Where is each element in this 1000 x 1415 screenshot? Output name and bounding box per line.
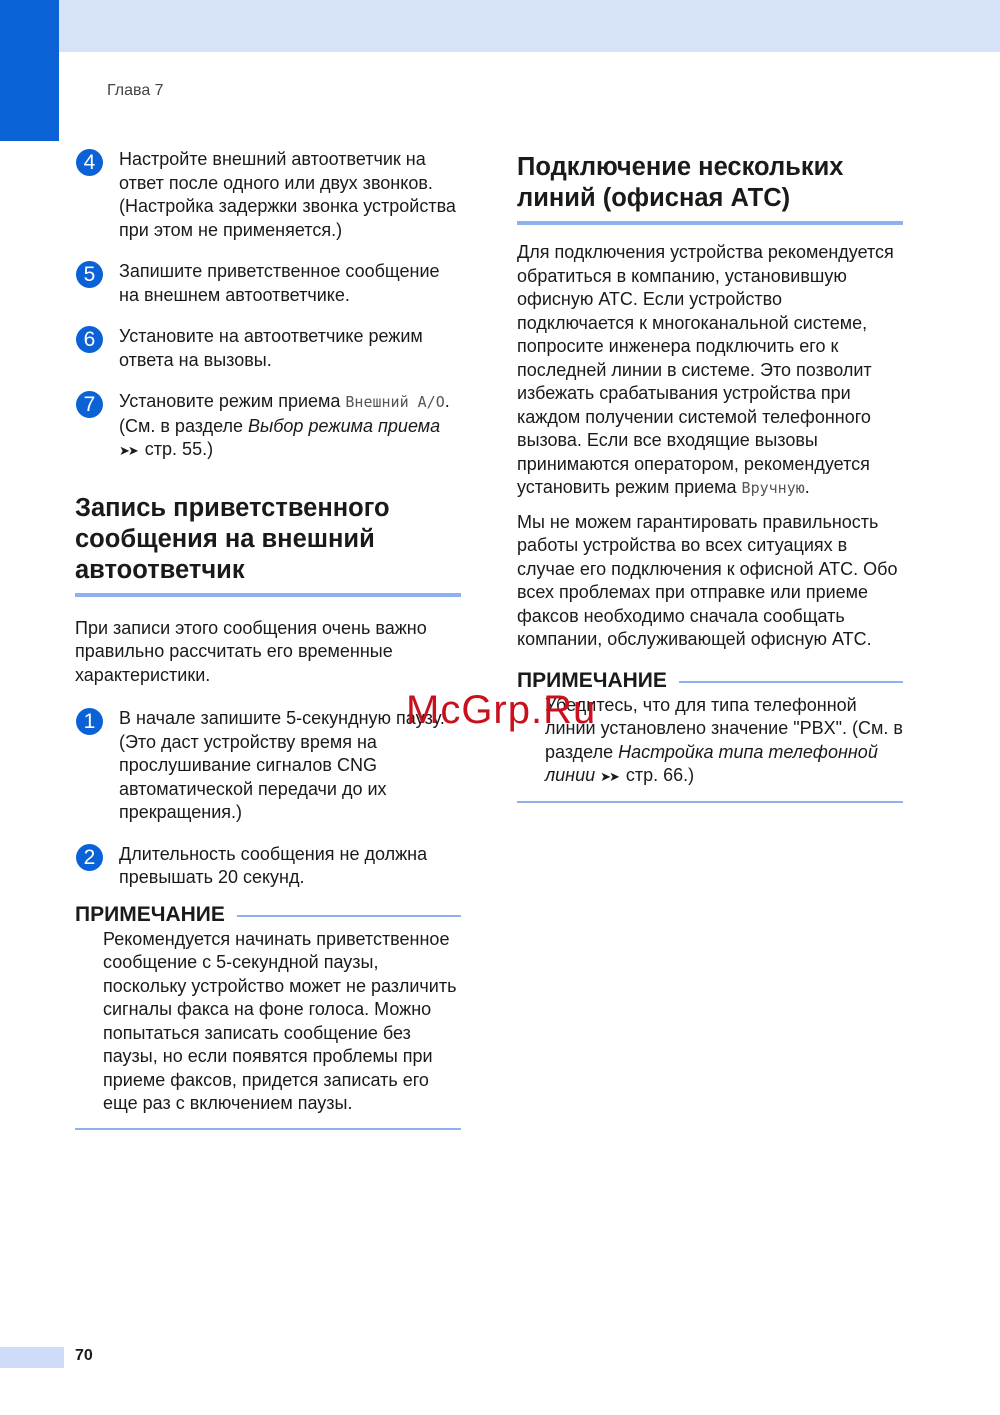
step-text: В начале запишите 5-секундную паузу. (Это даст устройству время на прослушивание сигналов CNG автоматической передачи до их прекращения.) <box>119 708 445 822</box>
header-band <box>0 0 1000 52</box>
step-text-mid: . (См. в разделе <box>119 391 450 436</box>
step-2 <box>75 843 461 890</box>
step-5 <box>75 260 461 307</box>
step-number-badge: 6 <box>76 326 103 353</box>
footer-band <box>0 1347 64 1368</box>
section-heading: Подключение нескольких линий (офисная АТС) <box>517 152 903 225</box>
double-arrow-icon: ➤➤ <box>600 769 618 784</box>
step-number-badge: 7 <box>76 391 103 418</box>
step-number-badge: 2 <box>76 844 103 871</box>
chapter-label: Глава 7 <box>107 82 164 99</box>
note-title: ПРИМЕЧАНИЕ <box>517 668 667 692</box>
paragraph-end: . <box>804 477 810 497</box>
step-1 <box>75 707 461 825</box>
intro-paragraph: При записи этого сообщения очень важно правильно рассчитать его временные характеристики. <box>75 617 427 685</box>
step-number-badge: 4 <box>76 149 103 176</box>
watermark: McGrp.Ru <box>406 688 597 732</box>
paragraph: Мы не можем гарантировать правильность работы устройства во всех ситуациях в случае его подключения к офисной АТС. Обо всех проблемах при отправке или приеме факсов необходимо сначала сообщать компании, обслуживающей офисную АТС. <box>517 511 898 649</box>
chapter-tab-block <box>0 0 59 141</box>
left-column <box>75 148 461 1130</box>
step-6 <box>75 325 461 372</box>
note-text: Убедитесь, что для типа телефонной линии установлено значение "PBX". (См. в разделе <box>545 694 903 762</box>
note-rule <box>679 681 903 683</box>
paragraph-text: Для подключения устройства рекомендуется обратиться в компанию, установившую офисную АТС. Если устройство подключается к многоканальной системе, попросите инженера подключить его к последней линии в системе. Это позволит избежать срабатывания устройства при каждом получении системой телефонного вызова. Если все входящие вызовы принимаются оператором, рекомендуется установить режим приема <box>517 242 894 497</box>
step-number-badge: 5 <box>76 261 103 288</box>
step-4 <box>75 148 461 242</box>
step-text: Длительность сообщения не должна превышать 20 секунд. <box>119 843 428 887</box>
note-rule <box>237 915 461 917</box>
note-title: ПРИМЕЧАНИЕ <box>75 902 225 926</box>
double-arrow-icon: ➤➤ <box>119 443 137 458</box>
step-text: Настройте внешний автоответчик на ответ после одного или двух звонков. (Настройка задержки звонка устройства при этом не применяется.) <box>119 149 456 240</box>
step-text: Запишите приветственное сообщение на внешнем автоответчике. <box>119 261 440 305</box>
step-text-pre: Установите режим приема <box>119 391 346 411</box>
page-number: 70 <box>75 1347 93 1364</box>
paragraph <box>517 241 903 501</box>
step-number-badge: 1 <box>76 708 103 735</box>
mode-name: Внешний A/O <box>345 393 445 411</box>
mode-name: Вручную <box>741 479 805 497</box>
page-reference: стр. 66.) <box>620 765 695 785</box>
cross-reference-link[interactable]: Выбор режима приема <box>248 415 441 436</box>
step-text: Установите на автоответчике режим ответа на вызовы. <box>119 326 423 370</box>
note-body: Рекомендуется начинать приветственное сообщение с 5-секундной паузы, поскольку устройство может не различить сигналы факса на фоне голоса. Можно попытаться записать сообщение без паузы, но если появятся проблемы при приеме факсов, придется записать его еще раз с включением паузы. <box>75 928 461 1130</box>
step-7 <box>75 390 461 463</box>
cross-reference-link[interactable]: Настройка типа телефонной линии <box>545 741 878 785</box>
note-header <box>75 902 461 928</box>
page-reference: стр. 55.) <box>139 439 214 459</box>
section-heading: Запись приветственного сообщения на внешний автоответчик <box>75 493 461 597</box>
